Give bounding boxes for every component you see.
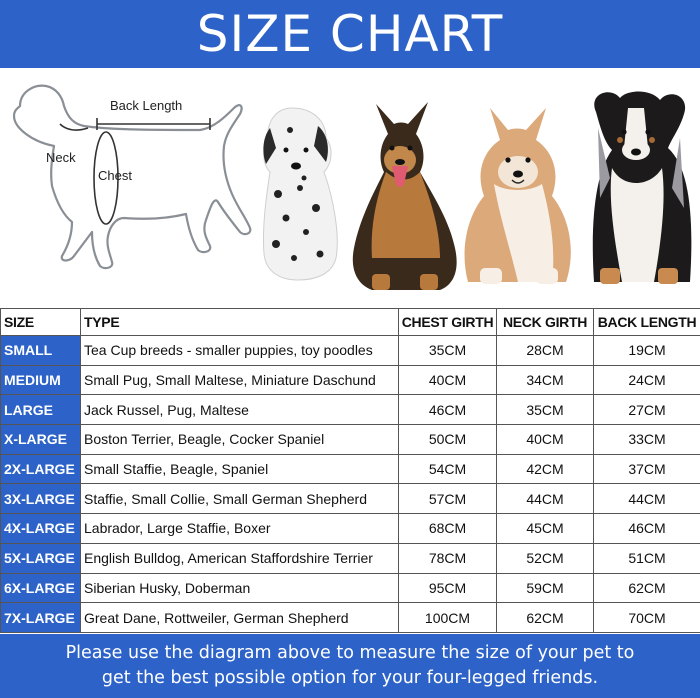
footer-line-1: Please use the diagram above to measure the size of your pet to xyxy=(65,643,635,663)
chest-cell: 57CM xyxy=(399,484,497,514)
header-chest-girth: CHEST GIRTH xyxy=(399,309,497,336)
dog-outline-diagram xyxy=(14,86,250,268)
table-row xyxy=(1,454,700,484)
header-type: TYPE xyxy=(81,309,399,336)
size-cell: 5X-LARGE xyxy=(1,543,81,573)
back-cell: 19CM xyxy=(594,336,700,366)
size-cell: 2X-LARGE xyxy=(1,454,81,484)
chest-cell: 40CM xyxy=(399,365,497,395)
size-cell: LARGE xyxy=(1,395,81,425)
neck-cell: 40CM xyxy=(497,425,594,455)
type-cell: Small Staffie, Beagle, Spaniel xyxy=(81,454,399,484)
type-cell: Small Pug, Small Maltese, Miniature Daschund xyxy=(81,365,399,395)
size-cell: X-LARGE xyxy=(1,425,81,455)
neck-cell: 42CM xyxy=(497,454,594,484)
back-cell: 46CM xyxy=(594,514,700,544)
type-cell: Siberian Husky, Doberman xyxy=(81,573,399,603)
table-row xyxy=(1,336,700,366)
chest-cell: 78CM xyxy=(399,543,497,573)
neck-cell: 45CM xyxy=(497,514,594,544)
size-table xyxy=(0,308,700,633)
neck-label: Neck xyxy=(46,150,76,165)
measurement-marks xyxy=(60,118,210,224)
header-back-length: BACK LENGTH xyxy=(594,309,700,336)
type-cell: Boston Terrier, Beagle, Cocker Spaniel xyxy=(81,425,399,455)
fluffy-spitz-photo xyxy=(465,108,571,284)
chest-cell: 95CM xyxy=(399,573,497,603)
neck-cell: 52CM xyxy=(497,543,594,573)
back-cell: 24CM xyxy=(594,365,700,395)
table-row xyxy=(1,484,700,514)
neck-cell: 28CM xyxy=(497,336,594,366)
neck-cell: 35CM xyxy=(497,395,594,425)
chest-cell: 54CM xyxy=(399,454,497,484)
neck-cell: 44CM xyxy=(497,484,594,514)
table-header-row xyxy=(1,309,700,336)
back-cell: 51CM xyxy=(594,543,700,573)
size-cell: 3X-LARGE xyxy=(1,484,81,514)
back-cell: 62CM xyxy=(594,573,700,603)
table-row xyxy=(1,514,700,544)
footer-banner xyxy=(0,634,700,698)
dog-outline-icon xyxy=(14,86,250,268)
german-shepherd-photo xyxy=(353,102,457,290)
neck-cell: 59CM xyxy=(497,573,594,603)
back-cell: 33CM xyxy=(594,425,700,455)
type-cell: Great Dane, Rottweiler, German Shepherd xyxy=(81,603,399,633)
header-size: SIZE xyxy=(1,309,81,336)
table-row xyxy=(1,543,700,573)
neck-cell: 34CM xyxy=(497,365,594,395)
table-row xyxy=(1,425,700,455)
page-title: SIZE CHART xyxy=(196,5,504,63)
size-cell: 6X-LARGE xyxy=(1,573,81,603)
table-row xyxy=(1,603,700,633)
footer-line-2: get the best possible option for your four-legged friends. xyxy=(101,668,599,688)
back-cell: 44CM xyxy=(594,484,700,514)
type-cell: Staffie, Small Collie, Small German Shepherd xyxy=(81,484,399,514)
chest-label: Chest xyxy=(98,168,132,183)
type-cell: English Bulldog, American Staffordshire Terrier xyxy=(81,543,399,573)
type-cell: Jack Russel, Pug, Maltese xyxy=(81,395,399,425)
size-cell: 7X-LARGE xyxy=(1,603,81,633)
size-cell: SMALL xyxy=(1,336,81,366)
table-row xyxy=(1,573,700,603)
header-banner xyxy=(0,0,700,68)
size-cell: 4X-LARGE xyxy=(1,514,81,544)
australian-shepherd-photo xyxy=(593,92,692,285)
type-cell: Labrador, Large Staffie, Boxer xyxy=(81,514,399,544)
dalmatian-puppy-photo xyxy=(263,108,337,280)
header-neck-girth: NECK GIRTH xyxy=(497,309,594,336)
chest-cell: 68CM xyxy=(399,514,497,544)
chest-cell: 50CM xyxy=(399,425,497,455)
table-row xyxy=(1,365,700,395)
back-cell: 27CM xyxy=(594,395,700,425)
chest-cell: 100CM xyxy=(399,603,497,633)
type-cell: Tea Cup breeds - smaller puppies, toy poodles xyxy=(81,336,399,366)
neck-cell: 62CM xyxy=(497,603,594,633)
chest-cell: 46CM xyxy=(399,395,497,425)
illustration-area xyxy=(0,68,700,308)
back-cell: 37CM xyxy=(594,454,700,484)
table-row xyxy=(1,395,700,425)
size-cell: MEDIUM xyxy=(1,365,81,395)
back-cell: 70CM xyxy=(594,603,700,633)
chest-cell: 35CM xyxy=(399,336,497,366)
back-length-label: Back Length xyxy=(110,98,183,113)
